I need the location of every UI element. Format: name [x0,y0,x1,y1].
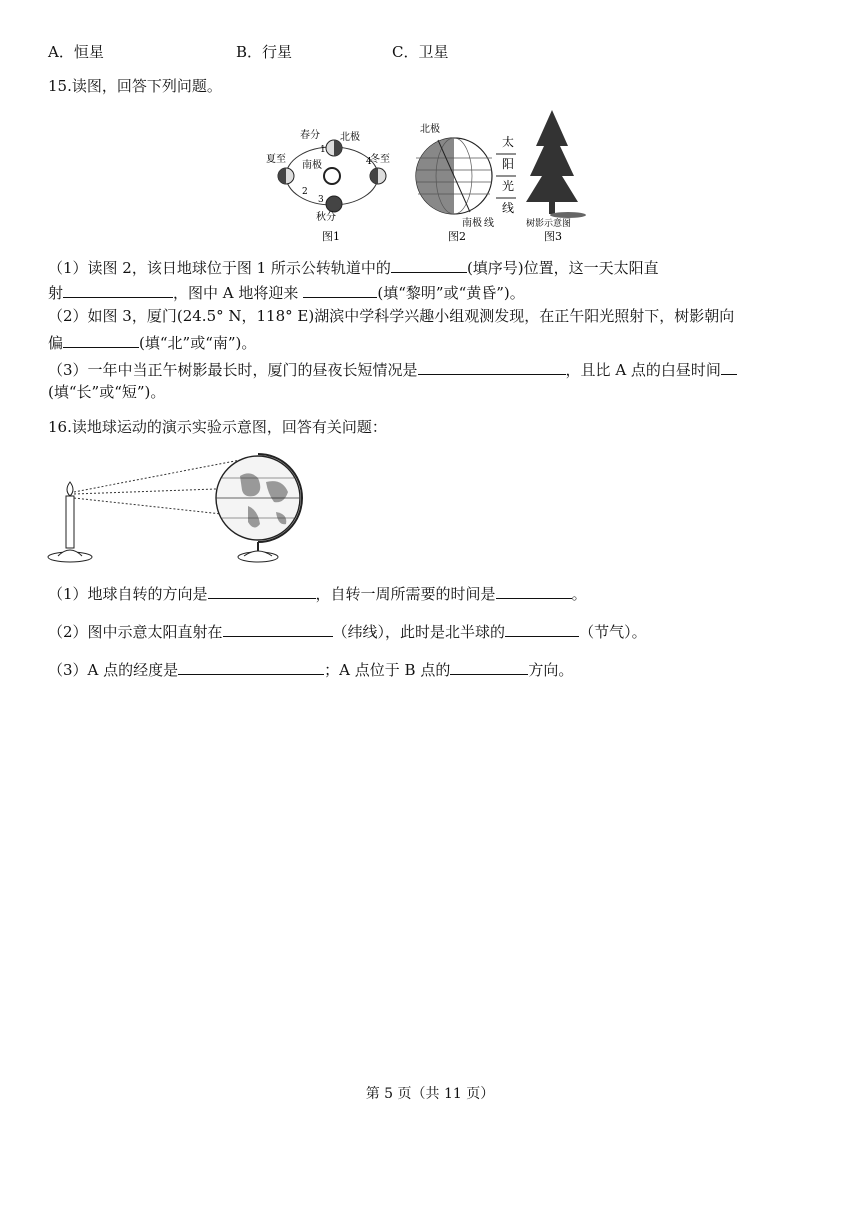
question-15-figure [262,106,602,248]
label-nanji: 南极 [302,160,322,171]
q15-p1-text-a: （1）读图 2，该日地球位于图 1 所示公转轨道中的 [48,259,391,277]
q15-p1-text-e: (填“黎明”或“黄昏”)。 [377,284,525,302]
q15-p3-line1 [48,358,737,380]
q15-p2-line1: （2）如图 3，厦门(24.5° N，118° E)湖滨中学科学兴趣小组观测发现，在正午阳光照射下，树影朝向 [48,307,735,325]
figure-1-orbit [266,128,390,243]
fig2-label-beiji: 北极 [420,124,440,135]
label-beiji: 北极 [340,132,360,143]
label-n1: 1 [320,145,326,155]
q16-p1-text-a: （1）地球自转的方向是 [48,585,208,603]
q15-p1-line2 [48,281,525,303]
page-footer: 第 5 页（共 11 页） [365,1086,495,1102]
q16-p2-blank-1[interactable] [223,620,333,637]
label-xiazhi: 夏至 [266,154,286,165]
q16-p2-text-b: （纬线），此时是北半球的 [332,623,506,641]
sunlight-char-3: 光 [502,179,515,193]
label-dongzhi: 冬至 [370,154,390,165]
question-15-title: 15.读图，回答下列问题。 [48,77,222,95]
q15-p2-text-c: (填“北”或“南”)。 [139,334,257,352]
q16-p2-line [48,620,647,642]
sunlight-char-4: 线 [502,201,515,215]
tree-caption: 树影示意图 [526,219,572,229]
q16-p1-line [48,582,587,604]
candle [48,482,92,562]
options-line [48,42,448,62]
q16-p1-blank-2[interactable] [496,582,572,599]
q15-p2-text-b: 偏 [48,334,64,352]
fig3-caption: 图3 [544,230,562,243]
label-chunfen: 春分 [300,130,320,141]
figure-2-globe [416,122,516,243]
label-n3: 3 [318,195,324,205]
q15-p1-blank-2[interactable] [63,281,173,298]
q16-p2-blank-2[interactable] [505,620,579,637]
sunlight-char-2: 阳 [502,157,515,171]
q15-p3-blank-2[interactable] [721,358,737,375]
q15-p2-line2 [48,331,256,353]
label-n2: 2 [302,187,308,197]
q16-p1-blank-1[interactable] [208,582,316,599]
question-16-figure [44,452,314,568]
q15-p2-blank[interactable] [63,331,139,348]
q15-p1-line1 [48,256,659,278]
option-c: C．卫星 [392,43,449,61]
q16-p3-text-c: 方向。 [528,661,574,679]
q15-p1-text-c: 射 [48,284,64,302]
q15-p1-blank-1[interactable] [391,256,467,273]
q16-p1-text-c: 。 [571,585,587,603]
q15-p1-text-b: (填序号)位置，这一天太阳直 [466,259,659,277]
q16-p3-blank-2[interactable] [450,658,528,675]
q16-p2-text-c: （节气）。 [579,623,647,641]
sunlight-char-1: 太 [502,135,515,149]
q15-p3-blank-1[interactable] [418,358,566,375]
earth-autumn [326,196,342,212]
option-b: B．行星 [236,43,293,61]
q15-p1-blank-3[interactable] [303,281,377,298]
fig2-label-nanji: 南极 [462,218,482,229]
q15-p1-text-d: ，图中 A 地将迎来 [173,284,299,302]
q15-p3-text-b: ，且比 A 点的白昼时间 [565,361,721,379]
q16-p3-blank-1[interactable] [178,658,324,675]
q15-p3-text-a: （3）一年中当正午树影最长时，厦门的昼夜长短情况是 [48,361,418,379]
q16-p3-text-a: （3）A 点的经度是 [48,661,179,679]
label-n4: 4 [366,157,372,167]
figure-3-tree [526,110,586,243]
q15-p3-line2: (填“长”或“短”)。 [48,383,166,401]
fig2-caption: 图2 [448,230,466,243]
question-16-title: 16.读地球运动的演示实验示意图，回答有关问题： [48,418,387,436]
q16-p2-text-a: （2）图中示意太阳直射在 [48,623,223,641]
fig1-caption: 图1 [322,230,340,243]
fig2-label-line: 线 [484,218,494,229]
globe [216,454,302,562]
q16-p1-text-b: ，自转一周所需要的时间是 [315,585,496,603]
q16-p3-text-b: ；A 点位于 B 点的 [324,661,451,679]
option-a: A．恒星 [48,43,104,61]
q16-p3-line [48,658,573,680]
label-qiufen: 秋分 [316,212,336,223]
